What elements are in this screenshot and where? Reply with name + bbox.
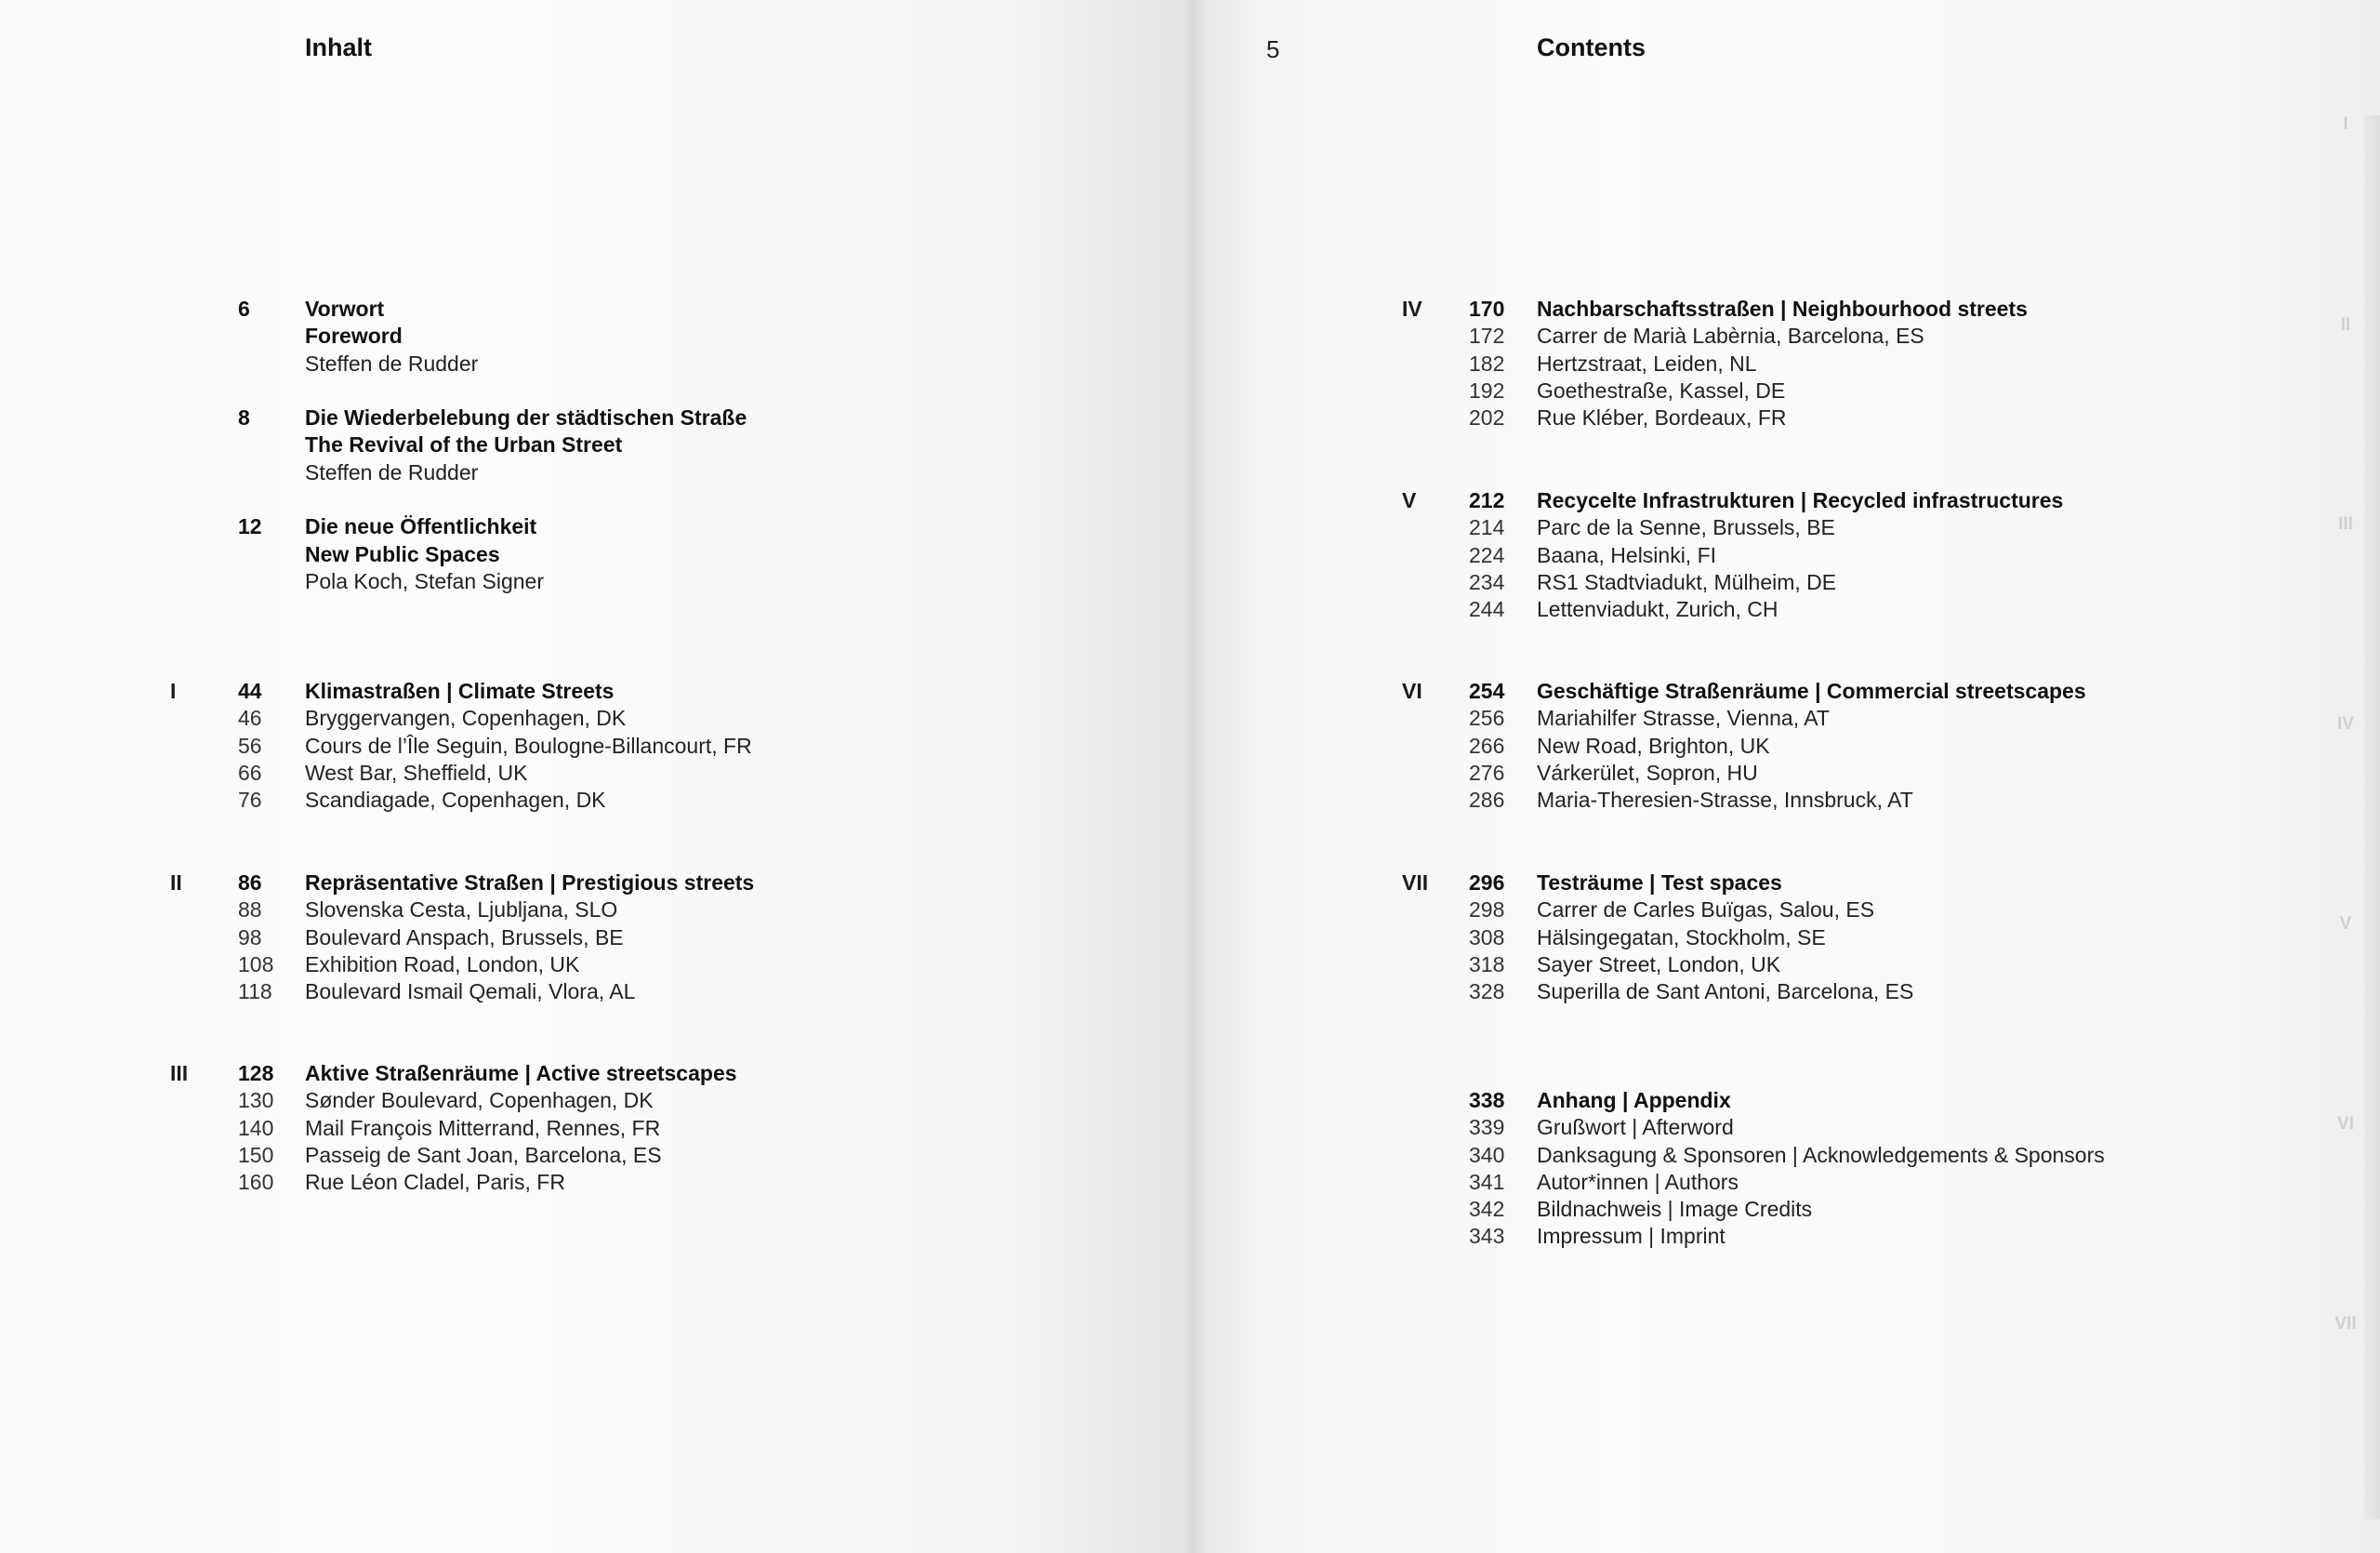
toc-page-number: 256 — [1469, 706, 1505, 731]
toc-item-text: Sønder Boulevard, Copenhagen, DK — [305, 1088, 654, 1113]
edge-tab-marker: V — [2339, 914, 2352, 934]
toc-item-text: Parc de la Senne, Brussels, BE — [1537, 515, 1835, 540]
toc-page-number: 150 — [238, 1142, 274, 1167]
page-heading-contents: Contents — [1537, 33, 1646, 61]
toc-page-number: 286 — [1469, 788, 1505, 813]
toc-page-number: 76 — [238, 788, 262, 813]
toc-item-text: Sayer Street, London, UK — [1537, 951, 1781, 976]
toc-page-number: 128 — [238, 1061, 274, 1085]
toc-page-number: 12 — [238, 514, 262, 539]
page-heading-inhalt: Inhalt — [305, 33, 372, 61]
toc-page-number: 44 — [238, 679, 262, 703]
toc-page-number: 88 — [238, 897, 262, 923]
section-title: Repräsentative Straßen | Prestigious streets — [305, 870, 755, 895]
toc-item-text: Boulevard Anspach, Brussels, BE — [305, 924, 624, 949]
toc-page-number: 56 — [238, 733, 262, 758]
toc-item-text: Grußwort | Afterword — [1537, 1115, 1734, 1140]
toc-title-de: Die Wiederbelebung der städtischen Straße — [305, 405, 747, 431]
section-roman-numeral: V — [1402, 488, 1417, 512]
section-roman-numeral: III — [170, 1061, 189, 1085]
toc-page-number: 296 — [1469, 870, 1505, 895]
toc-item-text: Bildnachweis | Image Credits — [1537, 1197, 1813, 1222]
toc-title-en: New Public Spaces — [305, 541, 500, 566]
section-roman-numeral: IV — [1402, 297, 1422, 321]
toc-page-number: 266 — [1469, 733, 1505, 758]
section-roman-numeral: VII — [1402, 870, 1429, 895]
edge-tab-marker: I — [2343, 114, 2348, 134]
page-number: 5 — [1266, 35, 1280, 63]
edge-tab-marker: III — [2338, 514, 2353, 534]
toc-item-text: Bryggervangen, Copenhagen, DK — [305, 706, 627, 731]
toc-page-number: 202 — [1469, 405, 1505, 431]
toc-item-text: Scandiagade, Copenhagen, DK — [305, 788, 606, 813]
toc-page-number: 46 — [238, 706, 262, 731]
toc-item-text: Mariahilfer Strasse, Vienna, AT — [1537, 706, 1830, 731]
toc-page-number: 160 — [238, 1170, 274, 1195]
toc-page-number: 108 — [238, 951, 274, 976]
toc-title-en: Foreword — [305, 324, 403, 349]
toc-item-text: Slovenska Cesta, Ljubljana, SLO — [305, 897, 618, 923]
toc-title-en: The Revival of the Urban Street — [305, 432, 623, 458]
section-title: Klimastraßen | Climate Streets — [305, 679, 615, 703]
toc-page-number: 98 — [238, 924, 262, 949]
toc-page-number: 342 — [1469, 1197, 1505, 1222]
toc-page-number: 182 — [1469, 351, 1505, 376]
section-title: Nachbarschaftsstraßen | Neighbourhood streets — [1537, 297, 2028, 321]
section-title: Geschäftige Straßenräume | Commercial streetscapes — [1537, 679, 2086, 703]
toc-item-text: Cours de l’Île Seguin, Boulogne-Billancourt, FR — [305, 733, 752, 758]
section-title: Aktive Straßenräume | Active streetscapes — [305, 1061, 737, 1085]
section-title: Recycelte Infrastrukturen | Recycled infrastructures — [1537, 488, 2064, 512]
toc-item-text: Carrer de Marià Labèrnia, Barcelona, ES — [1537, 324, 1924, 349]
edge-tab-marker: VI — [2337, 1114, 2354, 1134]
toc-page-number: 224 — [1469, 542, 1505, 567]
section-title: Anhang | Appendix — [1537, 1088, 1731, 1112]
toc-title-de: Vorwort — [305, 297, 385, 321]
toc-page-number: 340 — [1469, 1142, 1505, 1167]
edge-tab-marker: IV — [2337, 714, 2354, 734]
toc-page-number: 118 — [238, 979, 272, 1004]
toc-page-number: 338 — [1469, 1088, 1505, 1112]
toc-item-text: Passeig de Sant Joan, Barcelona, ES — [305, 1142, 662, 1167]
toc-item-text: Goethestraße, Kassel, DE — [1537, 378, 1786, 403]
toc-item-text: Rue Léon Cladel, Paris, FR — [305, 1170, 565, 1195]
toc-item-text: Baana, Helsinki, FI — [1537, 542, 1717, 567]
toc-item-text: Hertzstraat, Leiden, NL — [1537, 351, 1757, 376]
section-title: Testräume | Test spaces — [1537, 870, 1782, 895]
toc-item-text: Autor*innen | Authors — [1537, 1169, 1739, 1194]
toc-item-text: Carrer de Carles Buïgas, Salou, ES — [1537, 897, 1875, 923]
toc-page-number: 6 — [238, 297, 250, 321]
toc-item-text: Várkerület, Sopron, HU — [1537, 760, 1758, 785]
toc-item-text: Danksagung & Sponsoren | Acknowledgements & Sponsors — [1537, 1142, 2105, 1167]
toc-page-number: 8 — [238, 405, 250, 431]
toc-item-text: West Bar, Sheffield, UK — [305, 760, 528, 785]
toc-item-text: Superilla de Sant Antoni, Barcelona, ES — [1537, 979, 1914, 1004]
toc-page-number: 140 — [238, 1115, 274, 1140]
toc-author: Steffen de Rudder — [305, 459, 479, 484]
toc-page-number: 339 — [1469, 1115, 1505, 1140]
toc-title-de: Die neue Öffentlichkeit — [305, 514, 537, 539]
toc-page-number: 234 — [1469, 569, 1505, 594]
toc-page-number: 192 — [1469, 378, 1505, 403]
toc-page-number: 244 — [1469, 597, 1505, 622]
toc-page-number: 66 — [238, 760, 262, 785]
toc-page-number: 214 — [1469, 515, 1505, 540]
edge-tab-marker: II — [2340, 315, 2351, 335]
toc-page-number: 308 — [1469, 924, 1505, 949]
toc-item-text: Maria-Theresien-Strasse, Innsbruck, AT — [1537, 788, 1913, 813]
toc-page-number: 276 — [1469, 760, 1505, 785]
toc-author: Pola Koch, Stefan Signer — [305, 568, 544, 593]
toc-page-number: 254 — [1469, 679, 1505, 703]
page-edge-strip — [2364, 115, 2380, 1520]
toc-author: Steffen de Rudder — [305, 351, 479, 376]
toc-page-number: 172 — [1469, 324, 1505, 349]
toc-item-text: Mail François Mitterrand, Rennes, FR — [305, 1115, 661, 1140]
toc-page-number: 86 — [238, 870, 262, 895]
toc-page-number: 170 — [1469, 297, 1505, 321]
section-roman-numeral: I — [170, 679, 177, 703]
toc-page-number: 212 — [1469, 488, 1505, 512]
edge-tab-marker: VII — [2334, 1314, 2357, 1334]
section-roman-numeral: II — [170, 870, 182, 895]
toc-item-text: New Road, Brighton, UK — [1537, 733, 1770, 758]
toc-item-text: Hälsingegatan, Stockholm, SE — [1537, 924, 1826, 949]
toc-item-text: Lettenviadukt, Zurich, CH — [1537, 597, 1778, 622]
toc-page-number: 298 — [1469, 897, 1505, 923]
toc-page-number: 318 — [1469, 951, 1505, 976]
toc-item-text: Impressum | Imprint — [1537, 1224, 1726, 1249]
section-roman-numeral: VI — [1402, 679, 1422, 703]
toc-item-text: Boulevard Ismail Qemali, Vlora, AL — [305, 979, 636, 1004]
toc-page-number: 130 — [238, 1088, 274, 1113]
toc-page-number: 343 — [1469, 1224, 1505, 1249]
toc-item-text: Rue Kléber, Bordeaux, FR — [1537, 405, 1787, 431]
book-gutter — [1183, 0, 1205, 1553]
right-page — [1193, 0, 2380, 1553]
toc-page-number: 328 — [1469, 979, 1505, 1004]
toc-page-number: 341 — [1469, 1169, 1505, 1194]
toc-item-text: Exhibition Road, London, UK — [305, 951, 580, 976]
toc-item-text: RS1 Stadtviadukt, Mülheim, DE — [1537, 569, 1837, 594]
